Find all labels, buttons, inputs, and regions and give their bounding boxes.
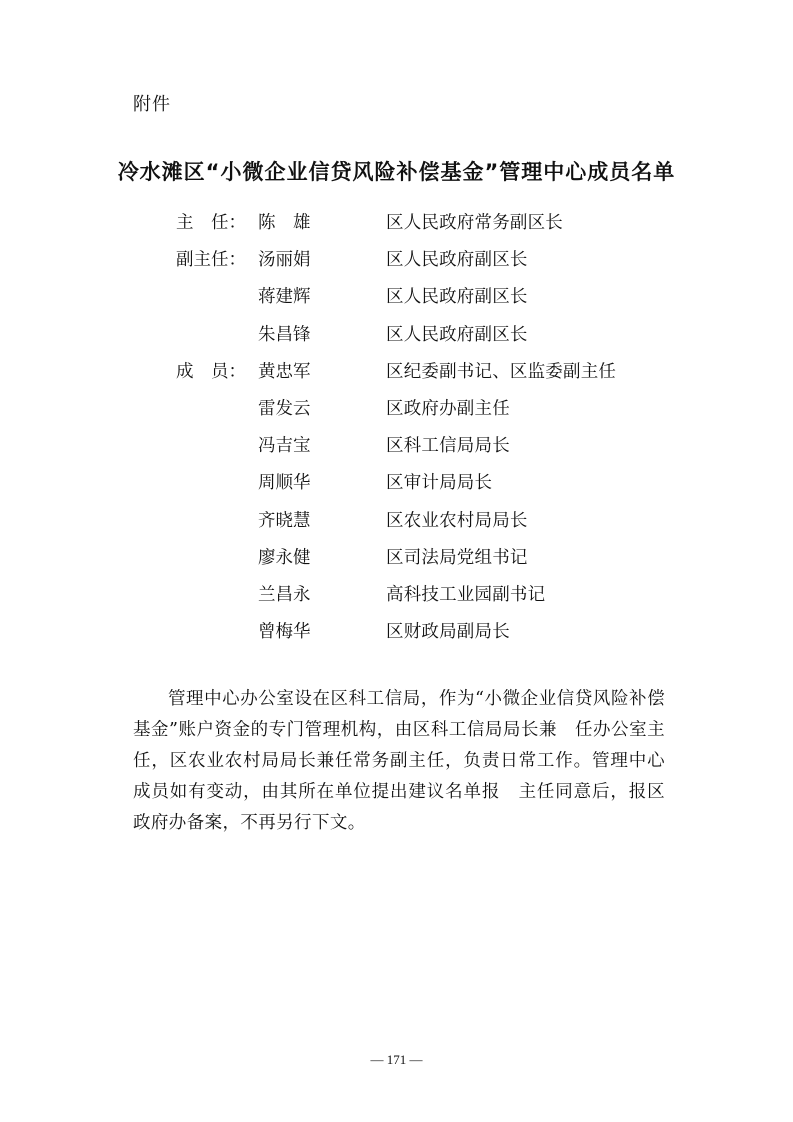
member-name: 廖永健 [258,547,311,568]
body-paragraph: 管理中心办公室设在区科工信局，作为“小微企业信贷风险补偿基金”账户资金的专门管理机构，由区科工信局局长兼 任办公室主任，区农业农村局局长兼任常务副主任，负责日常工作。管理中心成员如有变动，由其所在单位提出建议名单报 主任同意后，报区政府办备案，不再另行下文。 [133,689,665,833]
member-position: 区农业农村局局长 [386,510,528,531]
member-list [176,203,656,649]
member-role: 成 员： [176,361,246,382]
member-row [176,277,656,314]
member-row [176,315,656,352]
member-name: 雷发云 [258,399,311,420]
member-row [176,612,656,649]
member-row [176,463,656,500]
member-name: 黄忠军 [258,361,311,382]
member-position: 区财政局副局长 [386,622,510,643]
member-row [176,426,656,463]
member-name: 陈 雄 [258,213,311,234]
member-name: 汤丽娟 [258,250,311,271]
member-row [176,352,656,389]
member-position: 区审计局局长 [386,473,493,494]
member-row [176,538,656,575]
member-position: 区人民政府常务副区长 [386,213,563,234]
page-number: — 171 — [370,1052,423,1067]
member-position: 高科技工业园副书记 [386,584,546,605]
member-row [176,501,656,538]
member-position: 区人民政府副区长 [386,250,528,271]
member-role: 副主任： [176,250,246,271]
member-position: 区司法局党组书记 [386,547,528,568]
member-position: 区政府办副主任 [386,399,510,420]
member-position: 区科工信局局长 [386,436,510,457]
member-row [176,389,656,426]
member-name: 齐晓慧 [258,510,311,531]
member-position: 区人民政府副区长 [386,287,528,308]
member-name: 曾梅华 [258,622,311,643]
member-row [176,575,656,612]
member-row [176,203,656,240]
member-name: 冯吉宝 [258,436,311,457]
member-name: 周顺华 [258,473,311,494]
document-title: 冷水滩区“小微企业信贷风险补偿基金”管理中心成员名单 [117,160,676,184]
member-role: 主 任： [176,213,246,234]
member-name: 蒋建辉 [258,287,311,308]
member-name: 兰昌永 [258,584,311,605]
member-row [176,240,656,277]
member-position: 区纪委副书记、区监委副主任 [386,361,617,382]
attachment-label: 附件 [133,94,171,115]
member-name: 朱昌锋 [258,324,311,345]
member-position: 区人民政府副区长 [386,324,528,345]
